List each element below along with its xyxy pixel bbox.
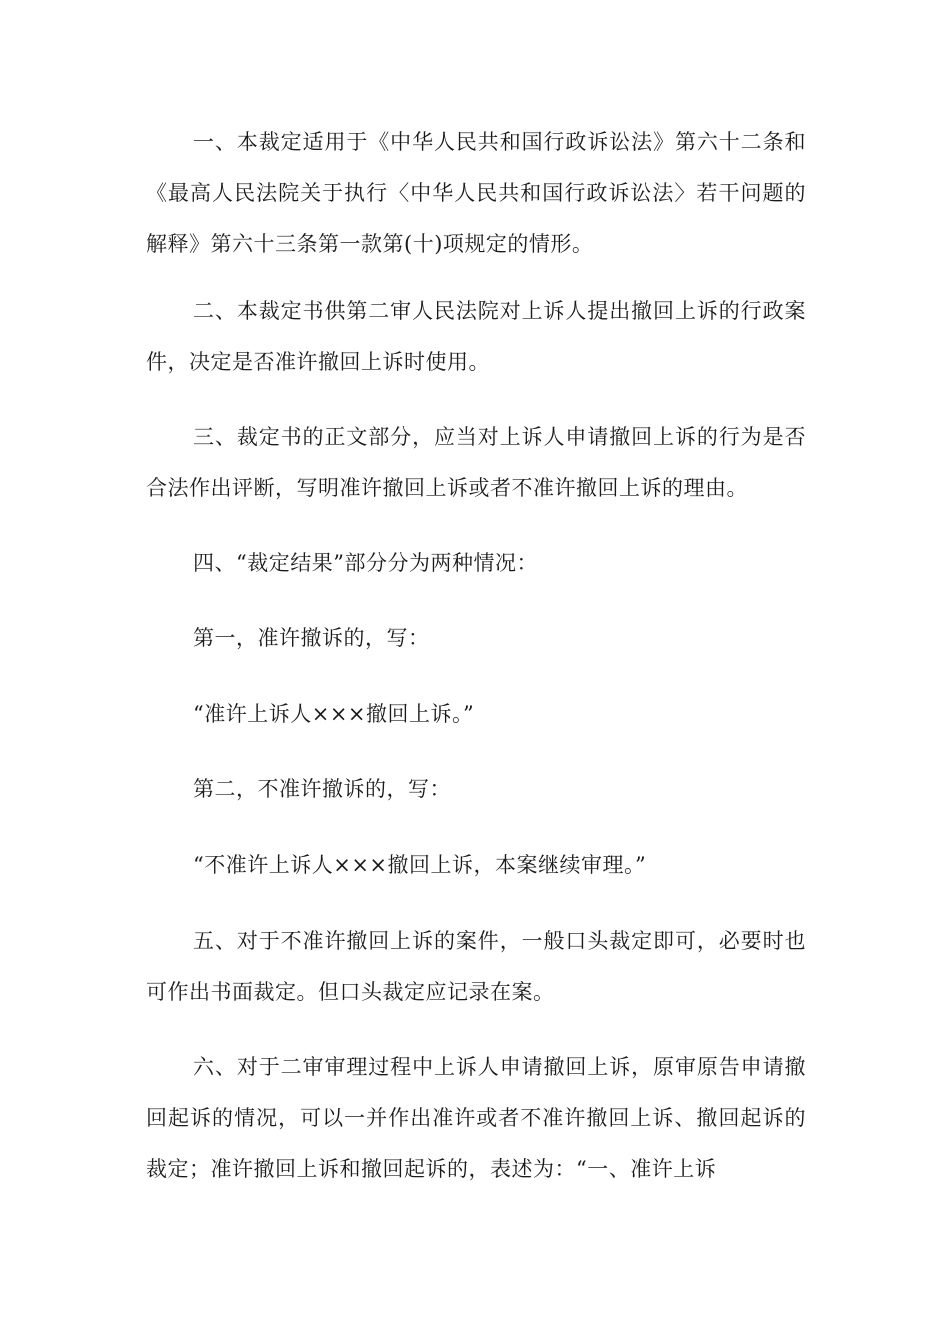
- paragraph-1: 一、本裁定适用于《中华人民共和国行政诉讼法》第六十二条和《最高人民法院关于执行〈中华人民共和国行政诉讼法〉若干问题的解释》第六十三条第一款第(十)项规定的情形。: [146, 130, 806, 256]
- paragraph-3: 三、裁定书的正文部分，应当对上诉人申请撤回上诉的行为是否合法作出评断，写明准许撤回上诉或者不准许撤回上诉的理由。: [146, 425, 806, 500]
- paragraph-9: 五、对于不准许撤回上诉的案件，一般口头裁定即可，必要时也可作出书面裁定。但口头裁定应记录在案。: [146, 929, 806, 1004]
- paragraph-2: 二、本裁定书供第二审人民法院对上诉人提出撤回上诉的行政案件，决定是否准许撤回上诉时使用。: [146, 299, 806, 374]
- paragraph-4: 四、“裁定结果”部分分为两种情况：: [193, 551, 538, 575]
- paragraph-10: 六、对于二审审理过程中上诉人申请撤回上诉，原审原告申请撤回起诉的情况，可以一并作出准许或者不准许撤回上诉、撤回起诉的裁定；准许撤回上诉和撤回起诉的，表述为：“一、准许上诉: [146, 1055, 806, 1181]
- paragraph-8: “不准许上诉人×××撤回上诉，本案继续审理。”: [193, 853, 647, 877]
- paragraph-7: 第二，不准许撤诉的，写：: [193, 777, 451, 801]
- paragraph-6: “准许上诉人×××撤回上诉。”: [193, 702, 475, 726]
- paragraph-5: 第一，准许撤诉的，写：: [193, 626, 430, 650]
